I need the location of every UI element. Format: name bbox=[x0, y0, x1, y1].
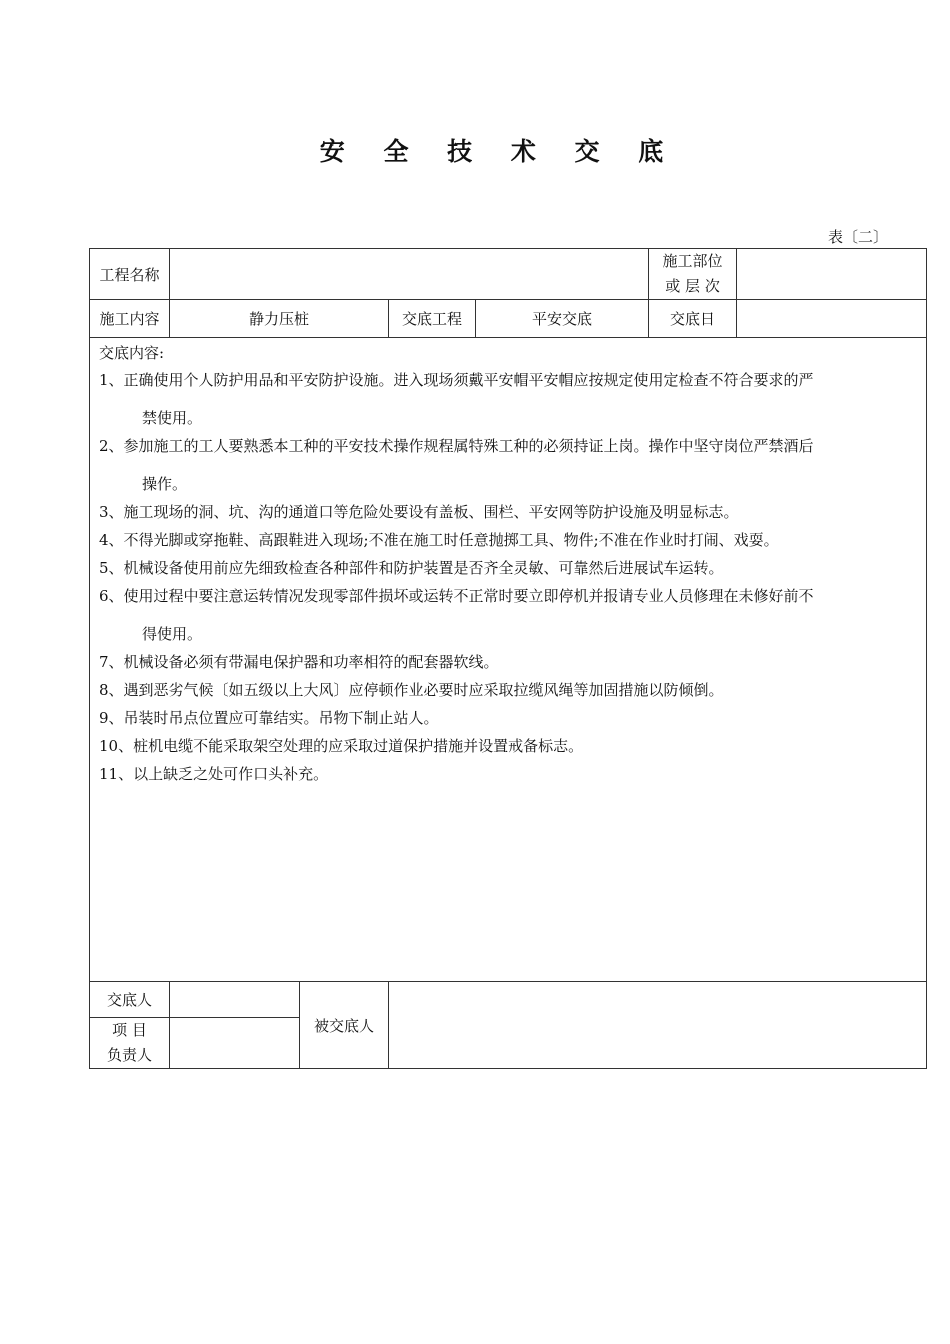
item-text: 2、参加施工的工人要熟悉本工种的平安技术操作规程属特殊工种的必须持证上岗。操作中坚守岗位严禁酒后 bbox=[99, 437, 814, 455]
item-text: 10、桩机电缆不能采取架空处理的应采取过道保护措施并设置戒备标志。 bbox=[99, 737, 584, 755]
manager-label-line2: 负责人 bbox=[106, 1046, 152, 1064]
item-text: 4、不得光脚或穿拖鞋、高跟鞋进入现场;不准在施工时任意抛掷工具、物件;不准在作业时打闹、戏耍。 bbox=[99, 531, 779, 549]
receiver-signature-field[interactable] bbox=[389, 982, 927, 1069]
location-label-line2: 或 层 次 bbox=[665, 277, 720, 295]
list-item bbox=[99, 557, 916, 579]
location-label bbox=[649, 249, 737, 300]
content-value: 静力压桩 bbox=[170, 300, 389, 338]
item-text: 6、使用过程中要注意运转情况发现零部件损坏或运转不正常时要立即停机并报请专业人员修理在未修好前不 bbox=[99, 587, 814, 605]
item-text: 5、机械设备使用前应先细致检查各种部件和防护装置是否齐全灵敏、可靠然后进展试车运转。 bbox=[99, 559, 724, 577]
content-label: 施工内容 bbox=[90, 300, 170, 338]
handover-project-value: 平安交底 bbox=[476, 300, 649, 338]
handover-project-label: 交底工程 bbox=[389, 300, 476, 338]
manager-label bbox=[90, 1018, 170, 1069]
manager-signature-field[interactable] bbox=[170, 1018, 300, 1069]
item-text: 1、正确使用个人防护用品和平安防护设施。进入现场须戴平安帽平安帽应按规定使用定检查不符合要求的严 bbox=[99, 371, 814, 389]
project-name-field[interactable] bbox=[170, 249, 649, 300]
item-text: 9、吊装时吊点位置应可靠结实。吊物下制止站人。 bbox=[99, 709, 439, 727]
item-continuation: 操作。 bbox=[142, 475, 188, 493]
manager-label-line1: 项 目 bbox=[112, 1021, 147, 1039]
disclosure-form bbox=[89, 248, 927, 1069]
handover-date-label: 交底日 bbox=[649, 300, 737, 338]
item-text: 7、机械设备必须有带漏电保护器和功率相符的配套器软线。 bbox=[99, 653, 499, 671]
item-text: 11、以上缺乏之处可作口头补充。 bbox=[99, 765, 329, 783]
list-item bbox=[99, 651, 916, 673]
discloser-label: 交底人 bbox=[90, 982, 170, 1018]
table-number: 表〔二〕 bbox=[827, 228, 888, 246]
item-text: 3、施工现场的洞、坑、沟的通道口等危险处要设有盖板、围栏、平安网等防护设施及明显标志。 bbox=[99, 503, 739, 521]
item-text: 8、遇到恶劣气候〔如五级以上大风〕应停顿作业必要时应采取拉缆风绳等加固措施以防倾倒。 bbox=[99, 681, 724, 699]
item-continuation: 得使用。 bbox=[142, 625, 203, 643]
location-field[interactable] bbox=[737, 249, 927, 300]
document-title: 安 全 技 术 交 底 bbox=[319, 137, 679, 166]
list-item bbox=[99, 679, 916, 701]
discloser-signature-field[interactable] bbox=[170, 982, 300, 1018]
list-item bbox=[99, 707, 916, 729]
list-item bbox=[99, 369, 916, 429]
list-item bbox=[99, 529, 916, 551]
list-item bbox=[99, 763, 916, 785]
disclosure-content bbox=[90, 338, 927, 982]
list-item bbox=[99, 501, 916, 523]
location-label-line1: 施工部位 bbox=[662, 252, 723, 270]
project-name-label: 工程名称 bbox=[90, 249, 170, 300]
list-item bbox=[99, 735, 916, 757]
item-continuation: 禁使用。 bbox=[142, 409, 203, 427]
list-item bbox=[99, 435, 916, 495]
handover-date-field[interactable] bbox=[737, 300, 927, 338]
content-intro: 交底内容: bbox=[99, 344, 165, 362]
receiver-label: 被交底人 bbox=[300, 982, 389, 1069]
list-item bbox=[99, 585, 916, 645]
